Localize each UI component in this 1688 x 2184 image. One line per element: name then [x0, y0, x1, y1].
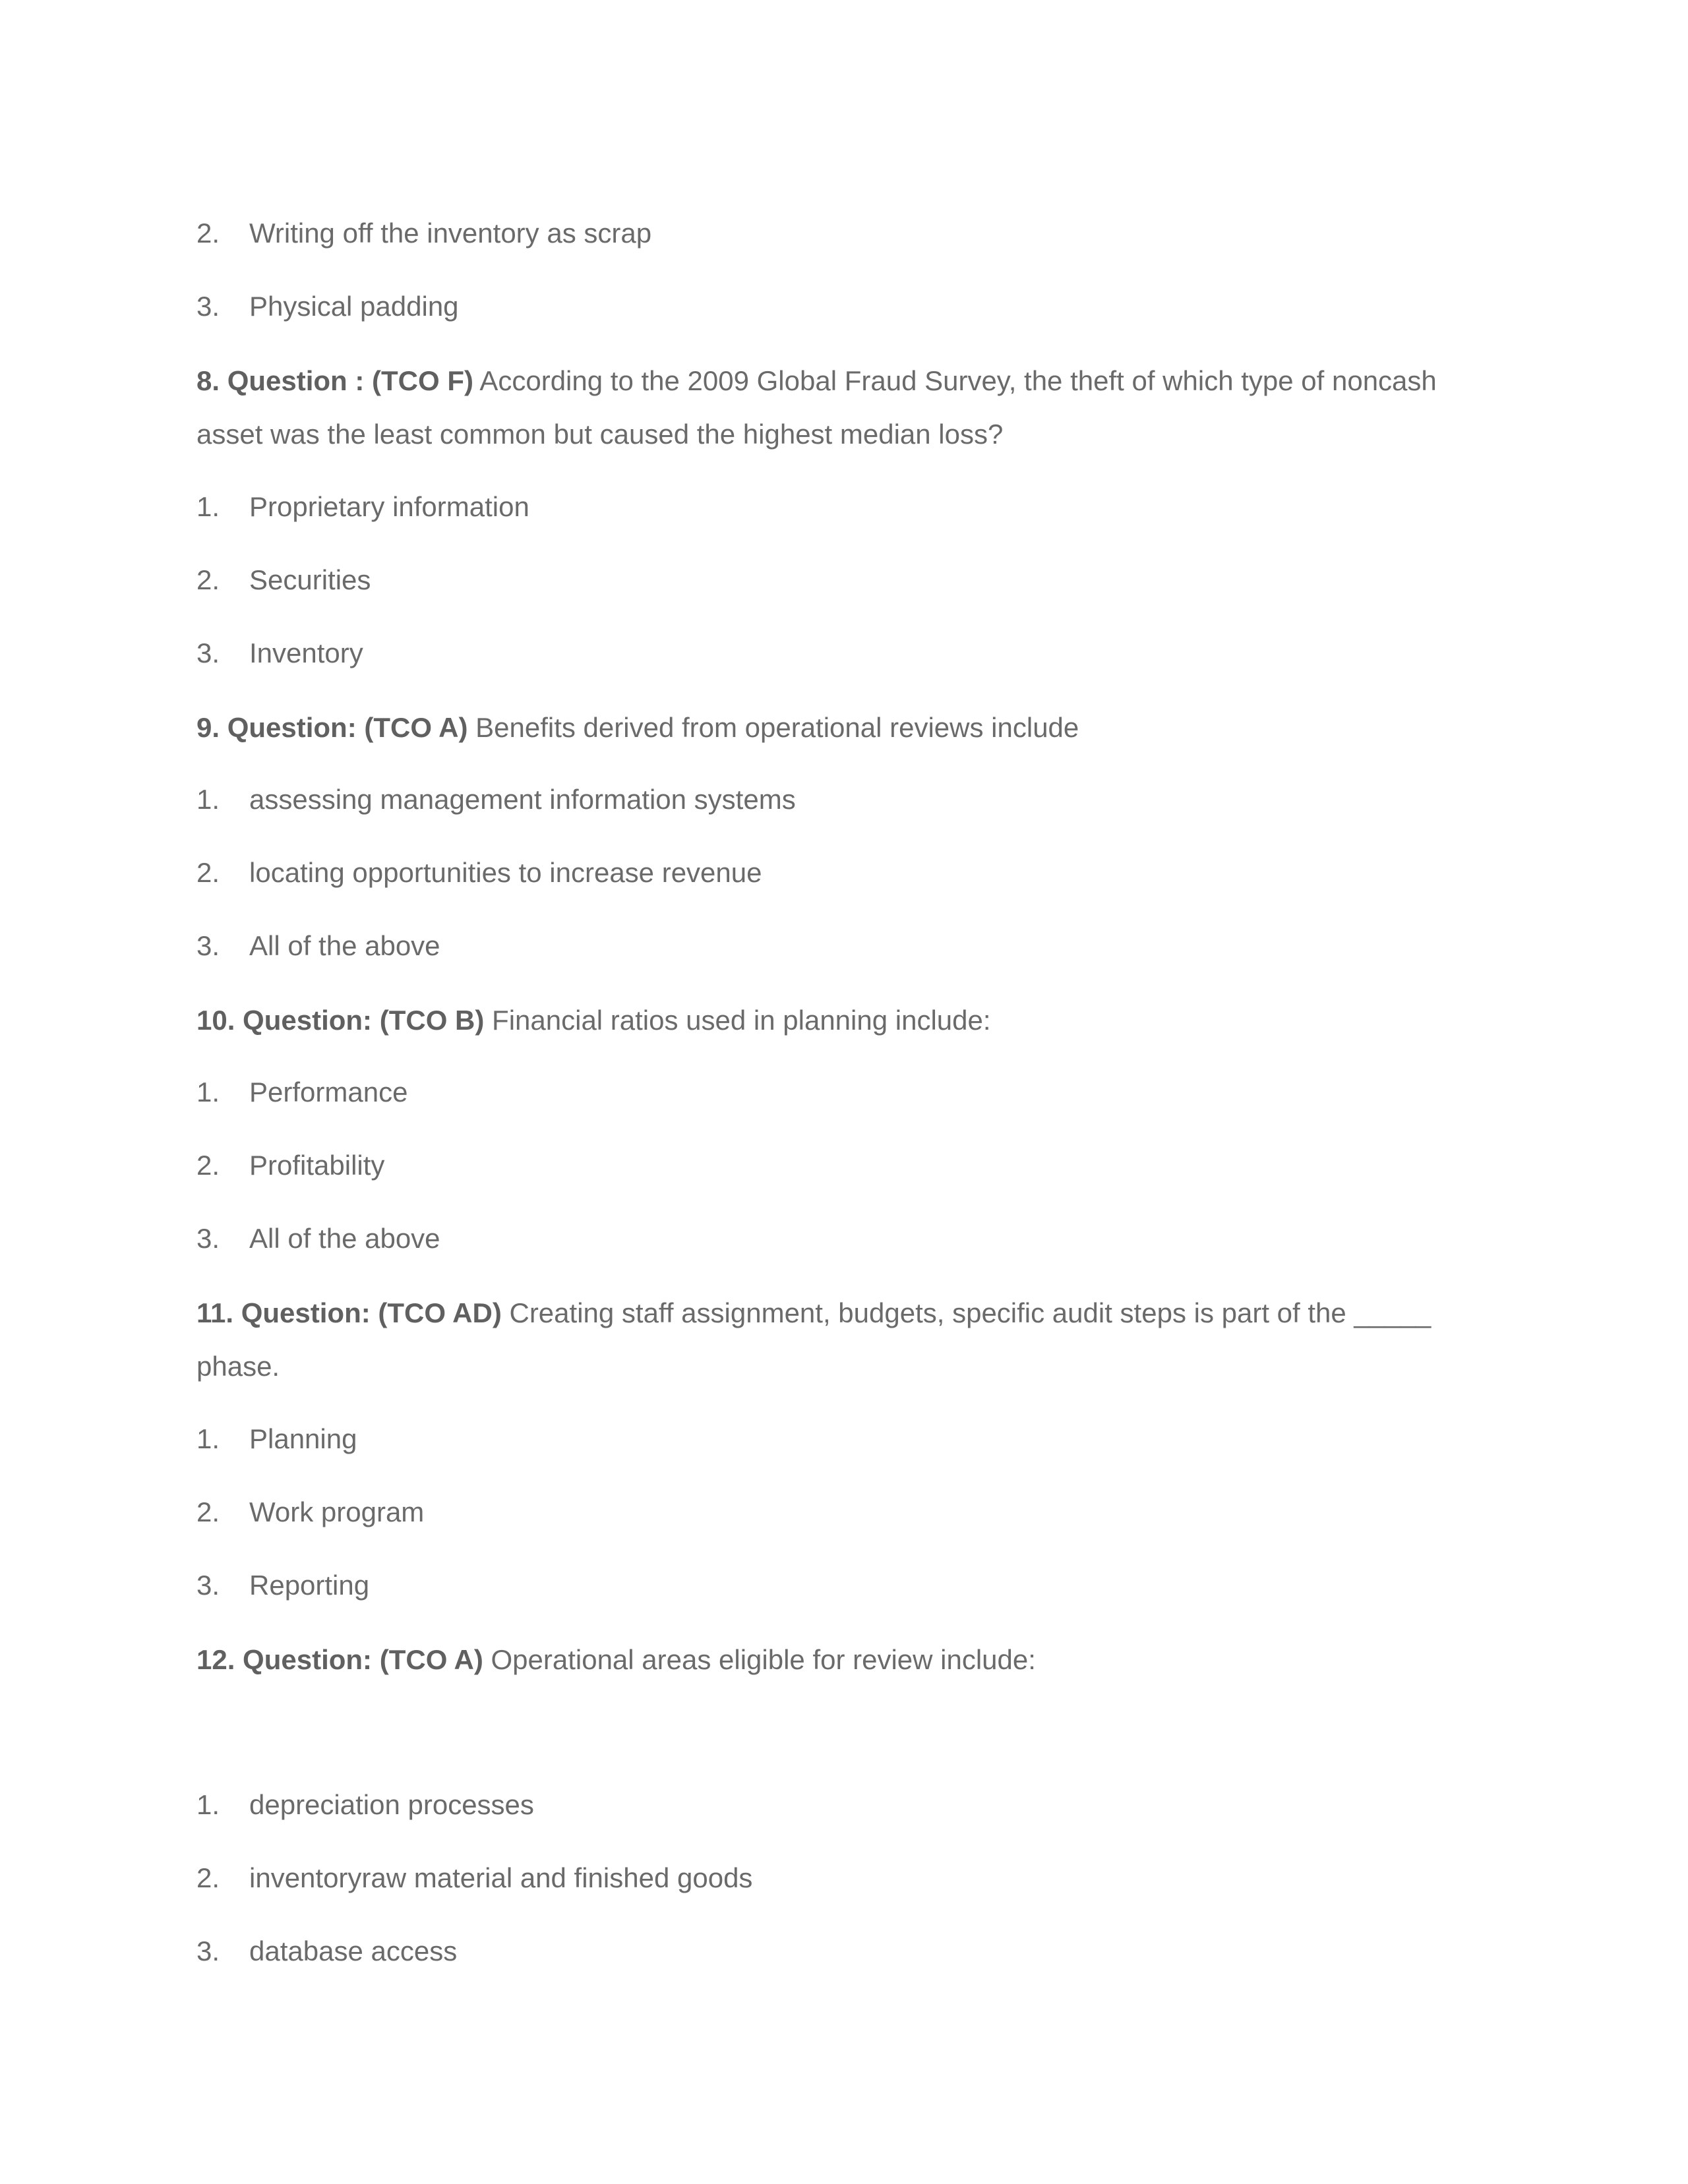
list-item — [196, 1149, 384, 1182]
list-item — [196, 1222, 440, 1255]
list-item — [196, 637, 363, 670]
option-text: depreciation processes — [249, 1789, 534, 1820]
option-text: Physical padding — [249, 291, 459, 322]
option-number: 2. — [196, 857, 220, 888]
list-item — [196, 930, 440, 962]
question-8 — [196, 354, 1449, 461]
question-text: Financial ratios used in planning include: — [492, 1005, 991, 1036]
option-number: 2. — [196, 218, 220, 249]
list-item — [196, 290, 459, 323]
question-text: Operational areas eligible for review include: — [491, 1644, 1036, 1675]
option-number: 3. — [196, 1935, 220, 1966]
option-text: Profitability — [249, 1150, 385, 1181]
question-label: 12. Question: — [196, 1644, 373, 1675]
option-number: 2. — [196, 564, 220, 595]
question-label: 11. Question: — [196, 1297, 371, 1328]
question-code: (TCO F) — [372, 365, 473, 396]
option-number: 2. — [196, 1496, 220, 1527]
list-item — [196, 564, 371, 597]
option-text: All of the above — [249, 1223, 440, 1254]
question-label: 8. Question : — [196, 365, 365, 396]
option-text: locating opportunities to increase revenue — [249, 857, 762, 888]
list-item — [196, 856, 762, 889]
option-number: 3. — [196, 637, 220, 668]
question-code: (TCO A) — [364, 712, 468, 743]
list-item — [196, 1788, 534, 1821]
list-item — [196, 217, 651, 250]
option-number: 3. — [196, 291, 220, 322]
question-text: According to the 2009 Global Fraud Survey, the theft of which type of noncash asset was the least common but caused the highest median loss? — [196, 365, 1437, 450]
option-number: 1. — [196, 1077, 220, 1107]
option-number: 1. — [196, 491, 220, 522]
list-item — [196, 1423, 357, 1456]
option-number: 3. — [196, 930, 220, 961]
option-number: 1. — [196, 1789, 220, 1820]
option-text: All of the above — [249, 930, 440, 961]
option-text: assessing management information systems — [249, 784, 796, 815]
option-number: 3. — [196, 1223, 220, 1254]
option-text: Inventory — [249, 637, 363, 668]
option-text: Reporting — [249, 1570, 370, 1601]
list-item — [196, 1862, 752, 1895]
question-text: Benefits derived from operational reviews include — [475, 712, 1079, 743]
list-item — [196, 490, 529, 523]
option-text: inventoryraw material and finished goods — [249, 1862, 753, 1893]
option-text: Planning — [249, 1423, 357, 1454]
option-text: Performance — [249, 1077, 408, 1107]
question-11 — [196, 1286, 1449, 1393]
list-item — [196, 1569, 369, 1602]
question-10 — [196, 993, 1449, 1047]
option-number: 2. — [196, 1862, 220, 1893]
list-item — [196, 783, 796, 816]
list-item — [196, 1076, 407, 1109]
question-label: 10. Question: — [196, 1005, 373, 1036]
list-item — [196, 1496, 424, 1529]
option-text: Proprietary information — [249, 491, 529, 522]
question-9 — [196, 701, 1449, 754]
question-12 — [196, 1633, 1449, 1686]
option-number: 2. — [196, 1150, 220, 1181]
option-text: database access — [249, 1935, 458, 1966]
option-number: 1. — [196, 784, 220, 815]
option-text: Securities — [249, 564, 371, 595]
option-text: Work program — [249, 1496, 425, 1527]
option-number: 1. — [196, 1423, 220, 1454]
option-number: 3. — [196, 1570, 220, 1601]
list-item — [196, 1935, 457, 1968]
question-code: (TCO B) — [379, 1005, 485, 1036]
question-code: (TCO A) — [379, 1644, 483, 1675]
option-text: Writing off the inventory as scrap — [249, 218, 652, 249]
question-label: 9. Question: — [196, 712, 357, 743]
question-code: (TCO AD) — [378, 1297, 502, 1328]
question-text: Creating staff assignment, budgets, specific audit steps is part of the _____ phase. — [196, 1297, 1432, 1382]
